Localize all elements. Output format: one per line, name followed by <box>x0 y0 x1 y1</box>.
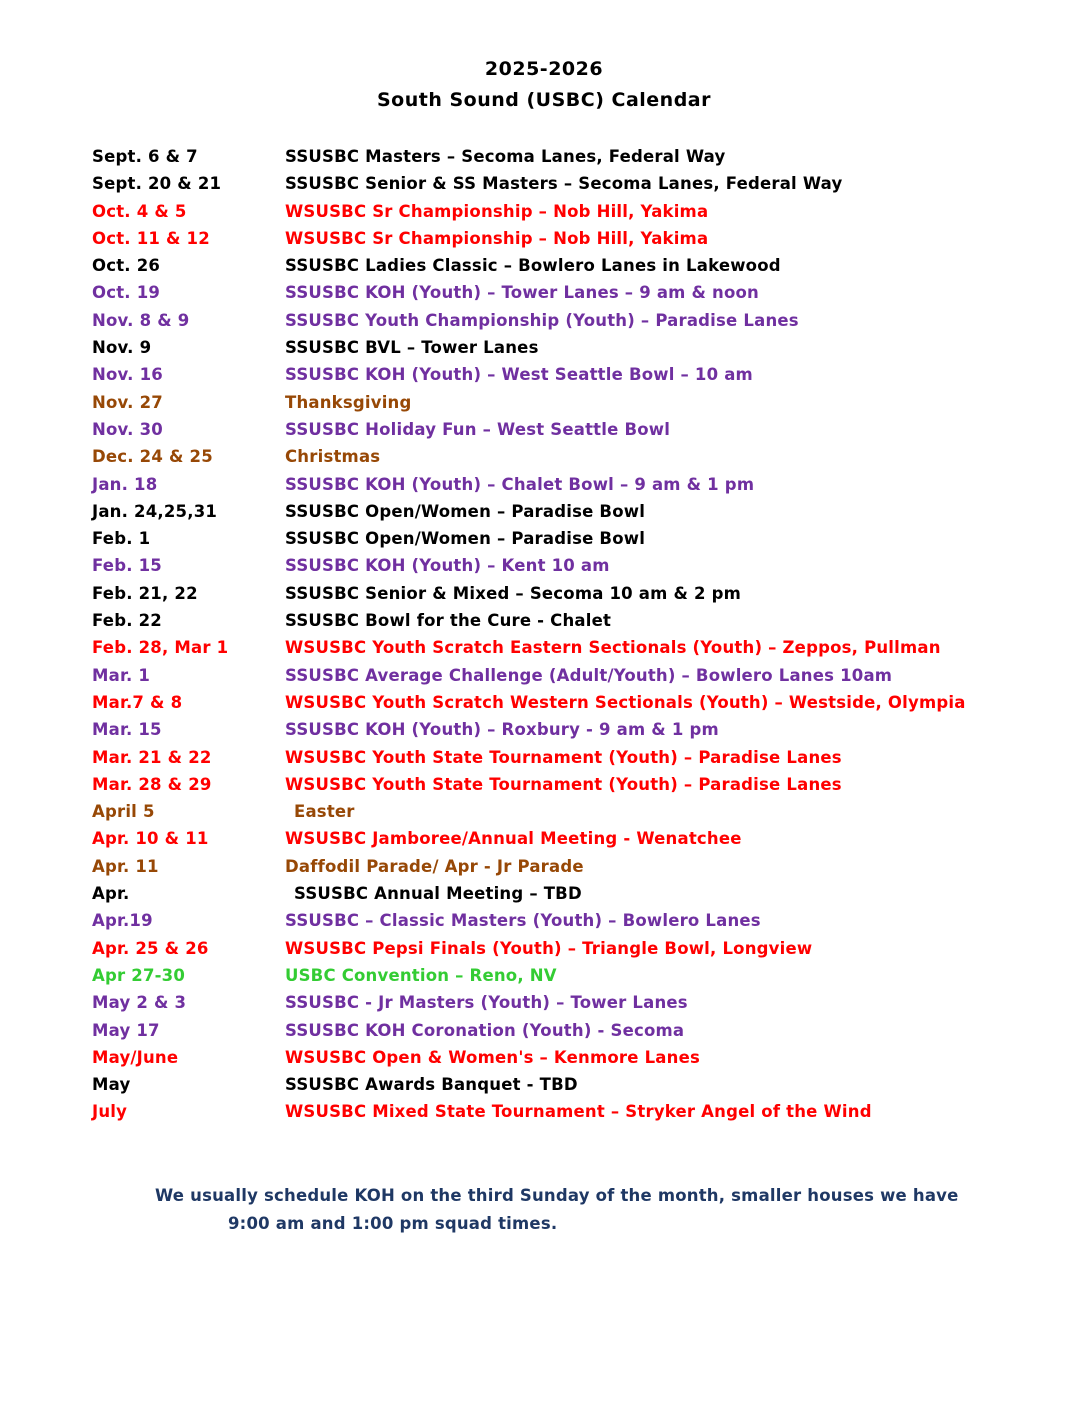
calendar-row <box>92 393 1052 420</box>
calendar-row <box>92 147 1052 174</box>
entry-description: SSUSBC Senior & SS Masters – Secoma Lanes, Federal Way <box>285 174 843 194</box>
entry-date: July <box>92 1102 128 1122</box>
calendar-row <box>92 283 1052 310</box>
calendar-row <box>92 338 1052 365</box>
entry-date: Nov. 27 <box>92 392 163 412</box>
entry-date: Oct. 19 <box>92 283 161 303</box>
calendar-row <box>92 556 1052 583</box>
entry-description: SSUSBC Youth Championship (Youth) – Paradise Lanes <box>285 310 799 330</box>
calendar-row <box>92 693 1052 720</box>
calendar-row <box>92 748 1052 775</box>
entry-date: Sept. 6 & 7 <box>92 147 198 166</box>
entry-description: SSUSBC Open/Women – Paradise Bowl <box>285 501 646 521</box>
entry-date: Mar. 28 & 29 <box>92 774 212 794</box>
entry-description: SSUSBC Ladies Classic – Bowlero Lanes in Lakewood <box>285 256 781 276</box>
entry-date: Oct. 11 & 12 <box>92 228 210 248</box>
entry-description: Daffodil Parade/ Apr - Jr Parade <box>285 856 584 876</box>
calendar-row <box>92 911 1052 938</box>
footer-note-line1: We usually schedule KOH on the third Sunday of the month, smaller houses we have <box>155 1186 959 1205</box>
entry-date: Feb. 22 <box>92 611 162 631</box>
entry-date: Nov. 16 <box>92 365 163 385</box>
calendar-row <box>92 584 1052 611</box>
entry-description: WSUSBC Mixed State Tournament – Stryker Angel of the Wind <box>285 1102 872 1122</box>
entry-description: SSUSBC Average Challenge (Adult/Youth) – Bowlero Lanes 10am <box>285 665 893 685</box>
entry-description: Christmas <box>285 447 381 467</box>
calendar-row <box>92 939 1052 966</box>
calendar-row <box>92 857 1052 884</box>
entry-description: SSUSBC KOH (Youth) – Chalet Bowl – 9 am & 1 pm <box>285 474 755 494</box>
entry-description: SSUSBC Bowl for the Cure - Chalet <box>285 611 612 631</box>
calendar-row <box>92 829 1052 856</box>
calendar-row <box>92 311 1052 338</box>
entry-description: WSUSBC Jamboree/Annual Meeting - Wenatchee <box>285 829 742 849</box>
entry-date: Dec. 24 & 25 <box>92 447 213 467</box>
entry-description: WSUSBC Youth State Tournament (Youth) – Paradise Lanes <box>285 774 842 794</box>
entry-date: Mar.7 & 8 <box>92 692 183 712</box>
calendar-row <box>92 502 1052 529</box>
calendar-row <box>92 802 1052 829</box>
entry-date: Nov. 8 & 9 <box>92 310 190 330</box>
entry-date: Nov. 30 <box>92 419 163 439</box>
calendar-row <box>92 202 1052 229</box>
calendar-row <box>92 1021 1052 1048</box>
calendar-row <box>92 447 1052 474</box>
entry-date: Oct. 26 <box>92 256 161 276</box>
footer-note-line2: 9:00 am and 1:00 pm squad times. <box>228 1214 558 1233</box>
entry-date: Jan. 18 <box>92 474 158 494</box>
entry-date: Feb. 1 <box>92 529 151 549</box>
entry-description: SSUSBC KOH (Youth) – Tower Lanes – 9 am & noon <box>285 283 759 303</box>
calendar-row <box>92 229 1052 256</box>
entry-date: Apr. 25 & 26 <box>92 938 209 958</box>
calendar-row <box>92 475 1052 502</box>
entry-description: SSUSBC KOH (Youth) – West Seattle Bowl – 10 am <box>285 365 753 385</box>
calendar-row <box>92 993 1052 1020</box>
title-calendar-name: South Sound (USBC) Calendar <box>377 89 711 111</box>
entry-description: WSUSBC Youth Scratch Eastern Sectionals (Youth) – Zeppos, Pullman <box>285 638 941 658</box>
entry-date: May <box>92 1075 131 1095</box>
calendar-row <box>92 611 1052 638</box>
entry-description: WSUSBC Sr Championship – Nob Hill, Yakima <box>285 228 709 248</box>
calendar-row <box>92 1075 1052 1102</box>
entry-description: WSUSBC Open & Women's – Kenmore Lanes <box>285 1047 700 1067</box>
entry-description: SSUSBC – Classic Masters (Youth) – Bowlero Lanes <box>285 911 761 931</box>
calendar-entries <box>92 147 1052 1130</box>
entry-date: Feb. 28, Mar 1 <box>92 638 229 658</box>
entry-date: May/June <box>92 1047 179 1067</box>
entry-description: SSUSBC Awards Banquet - TBD <box>285 1075 578 1095</box>
entry-date: Mar. 21 & 22 <box>92 747 212 767</box>
calendar-row <box>92 174 1052 201</box>
calendar-row <box>92 666 1052 693</box>
entry-date: May 17 <box>92 1020 160 1040</box>
calendar-row <box>92 420 1052 447</box>
entry-description: SSUSBC Holiday Fun – West Seattle Bowl <box>285 419 671 439</box>
entry-date: Sept. 20 & 21 <box>92 174 222 194</box>
entry-description: WSUSBC Youth State Tournament (Youth) – Paradise Lanes <box>285 747 842 767</box>
entry-description: SSUSBC Masters – Secoma Lanes, Federal Way <box>285 147 726 166</box>
entry-date: April 5 <box>92 802 155 822</box>
entry-date: Apr 27-30 <box>92 965 186 985</box>
entry-date: Nov. 9 <box>92 338 152 358</box>
entry-description: Thanksgiving <box>285 392 412 412</box>
entry-description: SSUSBC Annual Meeting – TBD <box>294 884 582 904</box>
entry-description: SSUSBC KOH Coronation (Youth) - Secoma <box>285 1020 685 1040</box>
calendar-row <box>92 1048 1052 1075</box>
calendar-row <box>92 966 1052 993</box>
calendar-row <box>92 775 1052 802</box>
entry-date: Mar. 1 <box>92 665 151 685</box>
entry-date: Feb. 21, 22 <box>92 583 198 603</box>
entry-date: Mar. 15 <box>92 720 162 740</box>
entry-date: Feb. 15 <box>92 556 162 576</box>
entry-description: SSUSBC Senior & Mixed – Secoma 10 am & 2 pm <box>285 583 742 603</box>
entry-description: SSUSBC KOH (Youth) – Roxbury - 9 am & 1 pm <box>285 720 719 740</box>
entry-description: SSUSBC - Jr Masters (Youth) – Tower Lanes <box>285 993 688 1013</box>
entry-date: Apr. 10 & 11 <box>92 829 209 849</box>
calendar-row <box>92 1102 1052 1129</box>
entry-description: SSUSBC BVL – Tower Lanes <box>285 338 539 358</box>
calendar-row <box>92 720 1052 747</box>
entry-date: Apr.19 <box>92 911 153 931</box>
calendar-row <box>92 256 1052 283</box>
entry-date: Oct. 4 & 5 <box>92 201 187 221</box>
entry-description: Easter <box>294 802 355 822</box>
calendar-row <box>92 638 1052 665</box>
footer-note <box>155 1182 1015 1238</box>
entry-description: SSUSBC Open/Women – Paradise Bowl <box>285 529 646 549</box>
title-season: 2025-2026 <box>484 58 604 80</box>
entry-date: Apr. 11 <box>92 856 159 876</box>
entry-date: May 2 & 3 <box>92 993 187 1013</box>
entry-date: Apr. <box>92 884 130 904</box>
entry-description: USBC Convention – Reno, NV <box>285 965 557 985</box>
entry-date: Jan. 24,25,31 <box>92 501 218 521</box>
calendar-row <box>92 365 1052 392</box>
entry-description: SSUSBC KOH (Youth) – Kent 10 am <box>285 556 610 576</box>
entry-description: WSUSBC Sr Championship – Nob Hill, Yakima <box>285 201 709 221</box>
entry-description: WSUSBC Pepsi Finals (Youth) – Triangle Bowl, Longview <box>285 938 813 958</box>
calendar-row <box>92 884 1052 911</box>
entry-description: WSUSBC Youth Scratch Western Sectionals (Youth) – Westside, Olympia <box>285 692 966 712</box>
calendar-row <box>92 529 1052 556</box>
document-header <box>0 54 1088 116</box>
